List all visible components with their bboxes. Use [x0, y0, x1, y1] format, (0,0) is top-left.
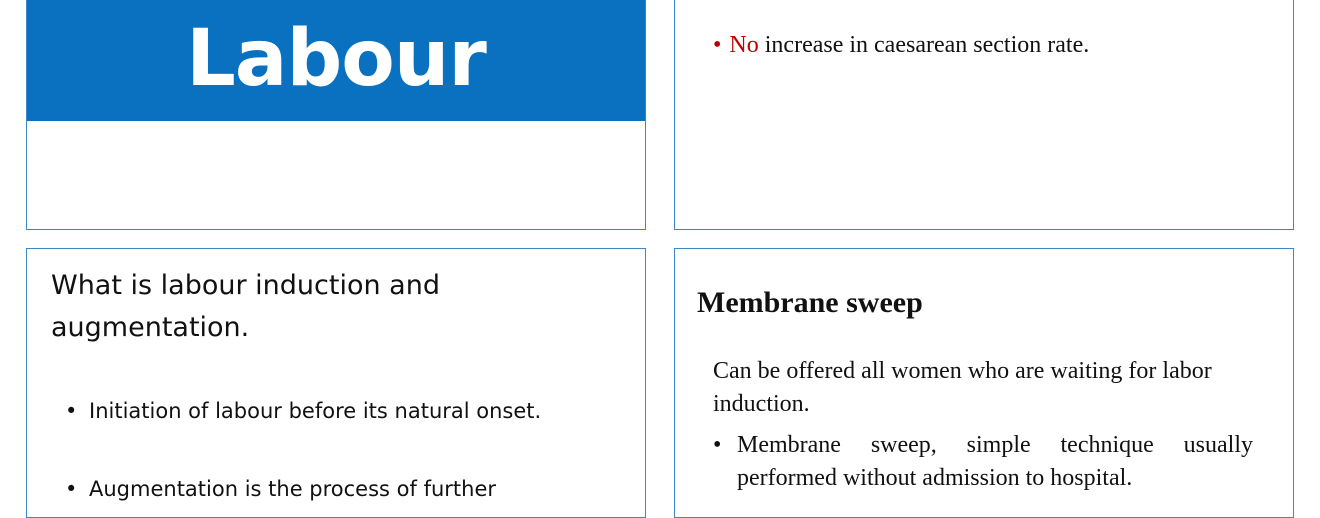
- slide-heading: Membrane sweep: [697, 286, 923, 319]
- bullet-text: increase in caesarean section rate.: [758, 32, 1090, 58]
- bullet-marker: •: [713, 432, 722, 458]
- slide-membrane-sweep: [674, 248, 1294, 518]
- bullet-initiation: [65, 397, 541, 425]
- bullet-marker: •: [65, 399, 78, 423]
- bullet-marker: •: [65, 477, 78, 501]
- bullet-text: Membrane sweep, simple technique usually performed without admission to hospital.: [737, 432, 1253, 491]
- bullet-caesarean-rate: [713, 31, 1089, 59]
- slide-title-labour: [26, 0, 646, 230]
- bullet-text: Initiation of labour before its natural onset.: [89, 399, 542, 423]
- title-band: [27, 0, 645, 121]
- slide-caesarean-note: [674, 0, 1294, 230]
- slide-induction-definition: [26, 248, 646, 518]
- slide-intro-text: Can be offered all women who are waiting for labor induction.: [713, 358, 1212, 417]
- slide-title: Labour: [186, 14, 486, 104]
- slide-heading: What is labour induction and augmentation.: [51, 270, 440, 343]
- bullet-augmentation: [65, 475, 496, 503]
- highlight-word: No: [729, 32, 759, 58]
- bullet-text: Augmentation is the process of further: [89, 477, 497, 501]
- bullet-marker: •: [713, 32, 722, 58]
- bullet-membrane-sweep: [713, 429, 1253, 495]
